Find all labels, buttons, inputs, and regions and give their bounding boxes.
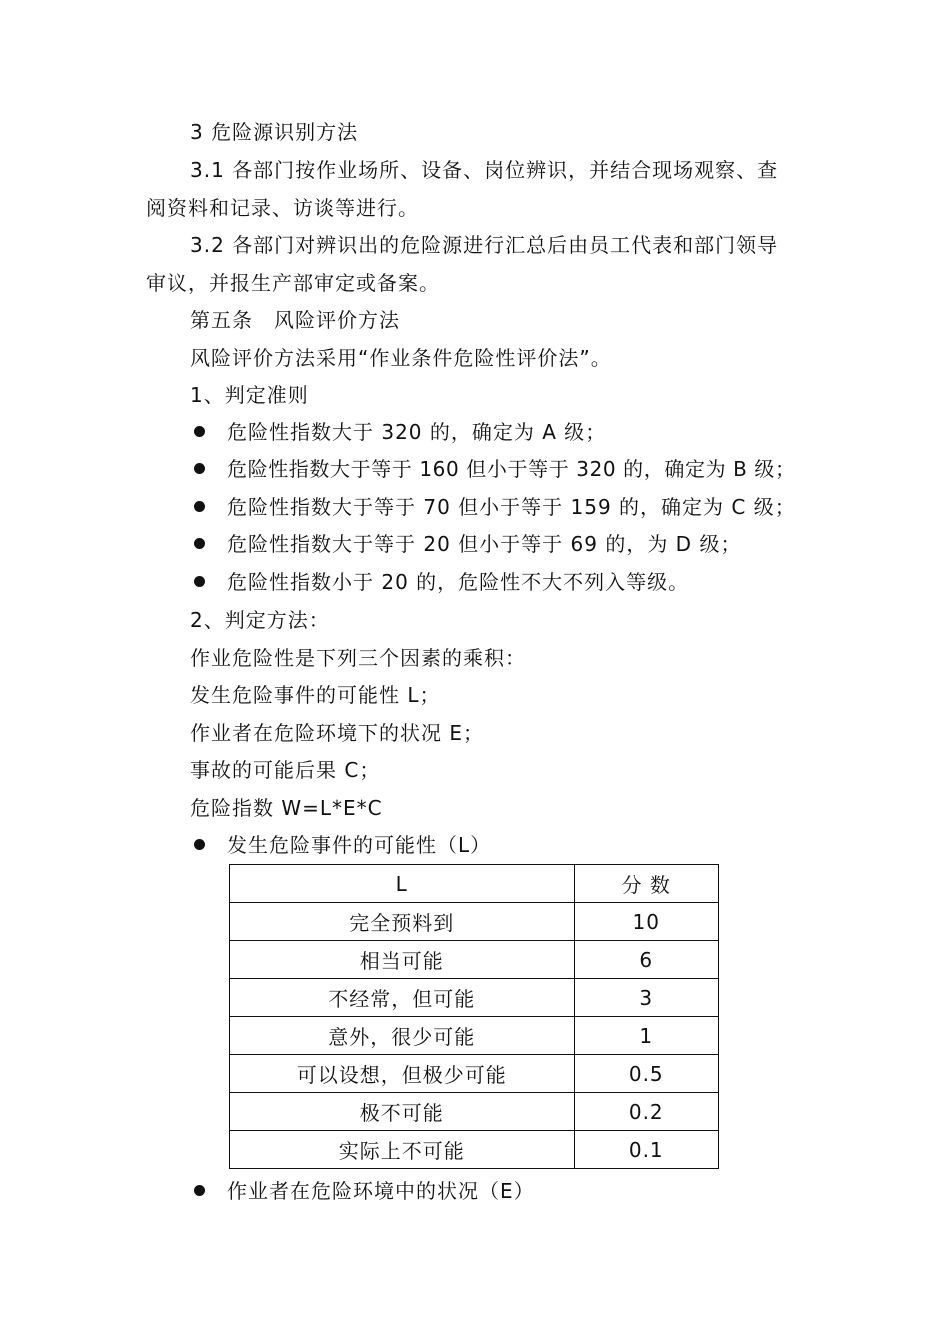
bullet-icon (194, 576, 205, 587)
formula: 危险指数 W=L*E*C (190, 796, 383, 820)
bullet-icon (194, 538, 205, 549)
paragraph-3-2-line-2: 审议，并报生产部审定或备案。 (146, 271, 440, 295)
table-row (230, 903, 719, 941)
criteria-item-c: 危险性指数大于等于 70 但小于等于 159 的，确定为 C 级； (227, 495, 796, 519)
criteria-item-d: 危险性指数大于等于 20 但小于等于 69 的，为 D 级； (227, 532, 742, 556)
criteria-item-a: 危险性指数大于 320 的，确定为 A 级； (227, 420, 607, 444)
table-row (230, 1017, 719, 1055)
table-cell: 0.2 (574, 1093, 718, 1131)
bullet-icon (194, 839, 205, 850)
likelihood-table (229, 864, 719, 1169)
table-header-row (230, 865, 719, 903)
section-heading-3: 3 危险源识别方法 (190, 120, 359, 144)
factor-l: 发生危险事件的可能性 L； (190, 683, 441, 707)
factor-e: 作业者在危险环境下的状况 E； (190, 721, 484, 745)
table-cell: 相当可能 (230, 941, 575, 979)
section-e-heading: 作业者在危险环境中的状况（E） (227, 1179, 535, 1203)
product-intro: 作业危险性是下列三个因素的乘积： (190, 646, 526, 670)
section-l-heading: 发生危险事件的可能性（L） (227, 833, 492, 857)
table-row (230, 979, 719, 1017)
bullet-icon (194, 501, 205, 512)
table-row (230, 1093, 719, 1131)
criteria-item-b: 危险性指数大于等于 160 但小于等于 320 的，确定为 B 级； (227, 457, 796, 481)
table-cell: 0.5 (574, 1055, 718, 1093)
table-cell: 1 (574, 1017, 718, 1055)
paragraph-3-1-line-2: 阅资料和记录、访谈等进行。 (146, 196, 419, 220)
table-cell: 10 (574, 903, 718, 941)
article-5-heading: 第五条 风险评价方法 (190, 308, 400, 332)
paragraph-3-2-line-1: 3.2 各部门对辨识出的危险源进行汇总后由员工代表和部门领导 (190, 233, 779, 257)
table-cell: 6 (574, 941, 718, 979)
method-intro: 风险评价方法采用“作业条件危险性评价法”。 (190, 346, 612, 370)
table-header-cell: 分 数 (574, 865, 718, 903)
bullet-icon (194, 463, 205, 474)
bullet-icon (194, 1185, 205, 1196)
table-cell: 实际上不可能 (230, 1131, 575, 1169)
factor-c: 事故的可能后果 C； (190, 758, 381, 782)
table-cell: 不经常，但可能 (230, 979, 575, 1017)
table-row (230, 941, 719, 979)
table-cell: 极不可能 (230, 1093, 575, 1131)
table-cell: 可以设想，但极少可能 (230, 1055, 575, 1093)
table-header-cell: L (230, 865, 575, 903)
table-row (230, 1055, 719, 1093)
table-cell: 0.1 (574, 1131, 718, 1169)
table-cell: 意外，很少可能 (230, 1017, 575, 1055)
table-row (230, 1131, 719, 1169)
bullet-icon (194, 426, 205, 437)
criteria-item-none: 危险性指数小于 20 的，危险性不大不列入等级。 (227, 570, 690, 594)
table-cell: 完全预料到 (230, 903, 575, 941)
paragraph-3-1-line-1: 3.1 各部门按作业场所、设备、岗位辨识，并结合现场观察、查 (190, 158, 779, 182)
criteria-heading: 1、判定准则 (190, 383, 309, 407)
table-cell: 3 (574, 979, 718, 1017)
method-heading: 2、判定方法： (190, 608, 330, 632)
